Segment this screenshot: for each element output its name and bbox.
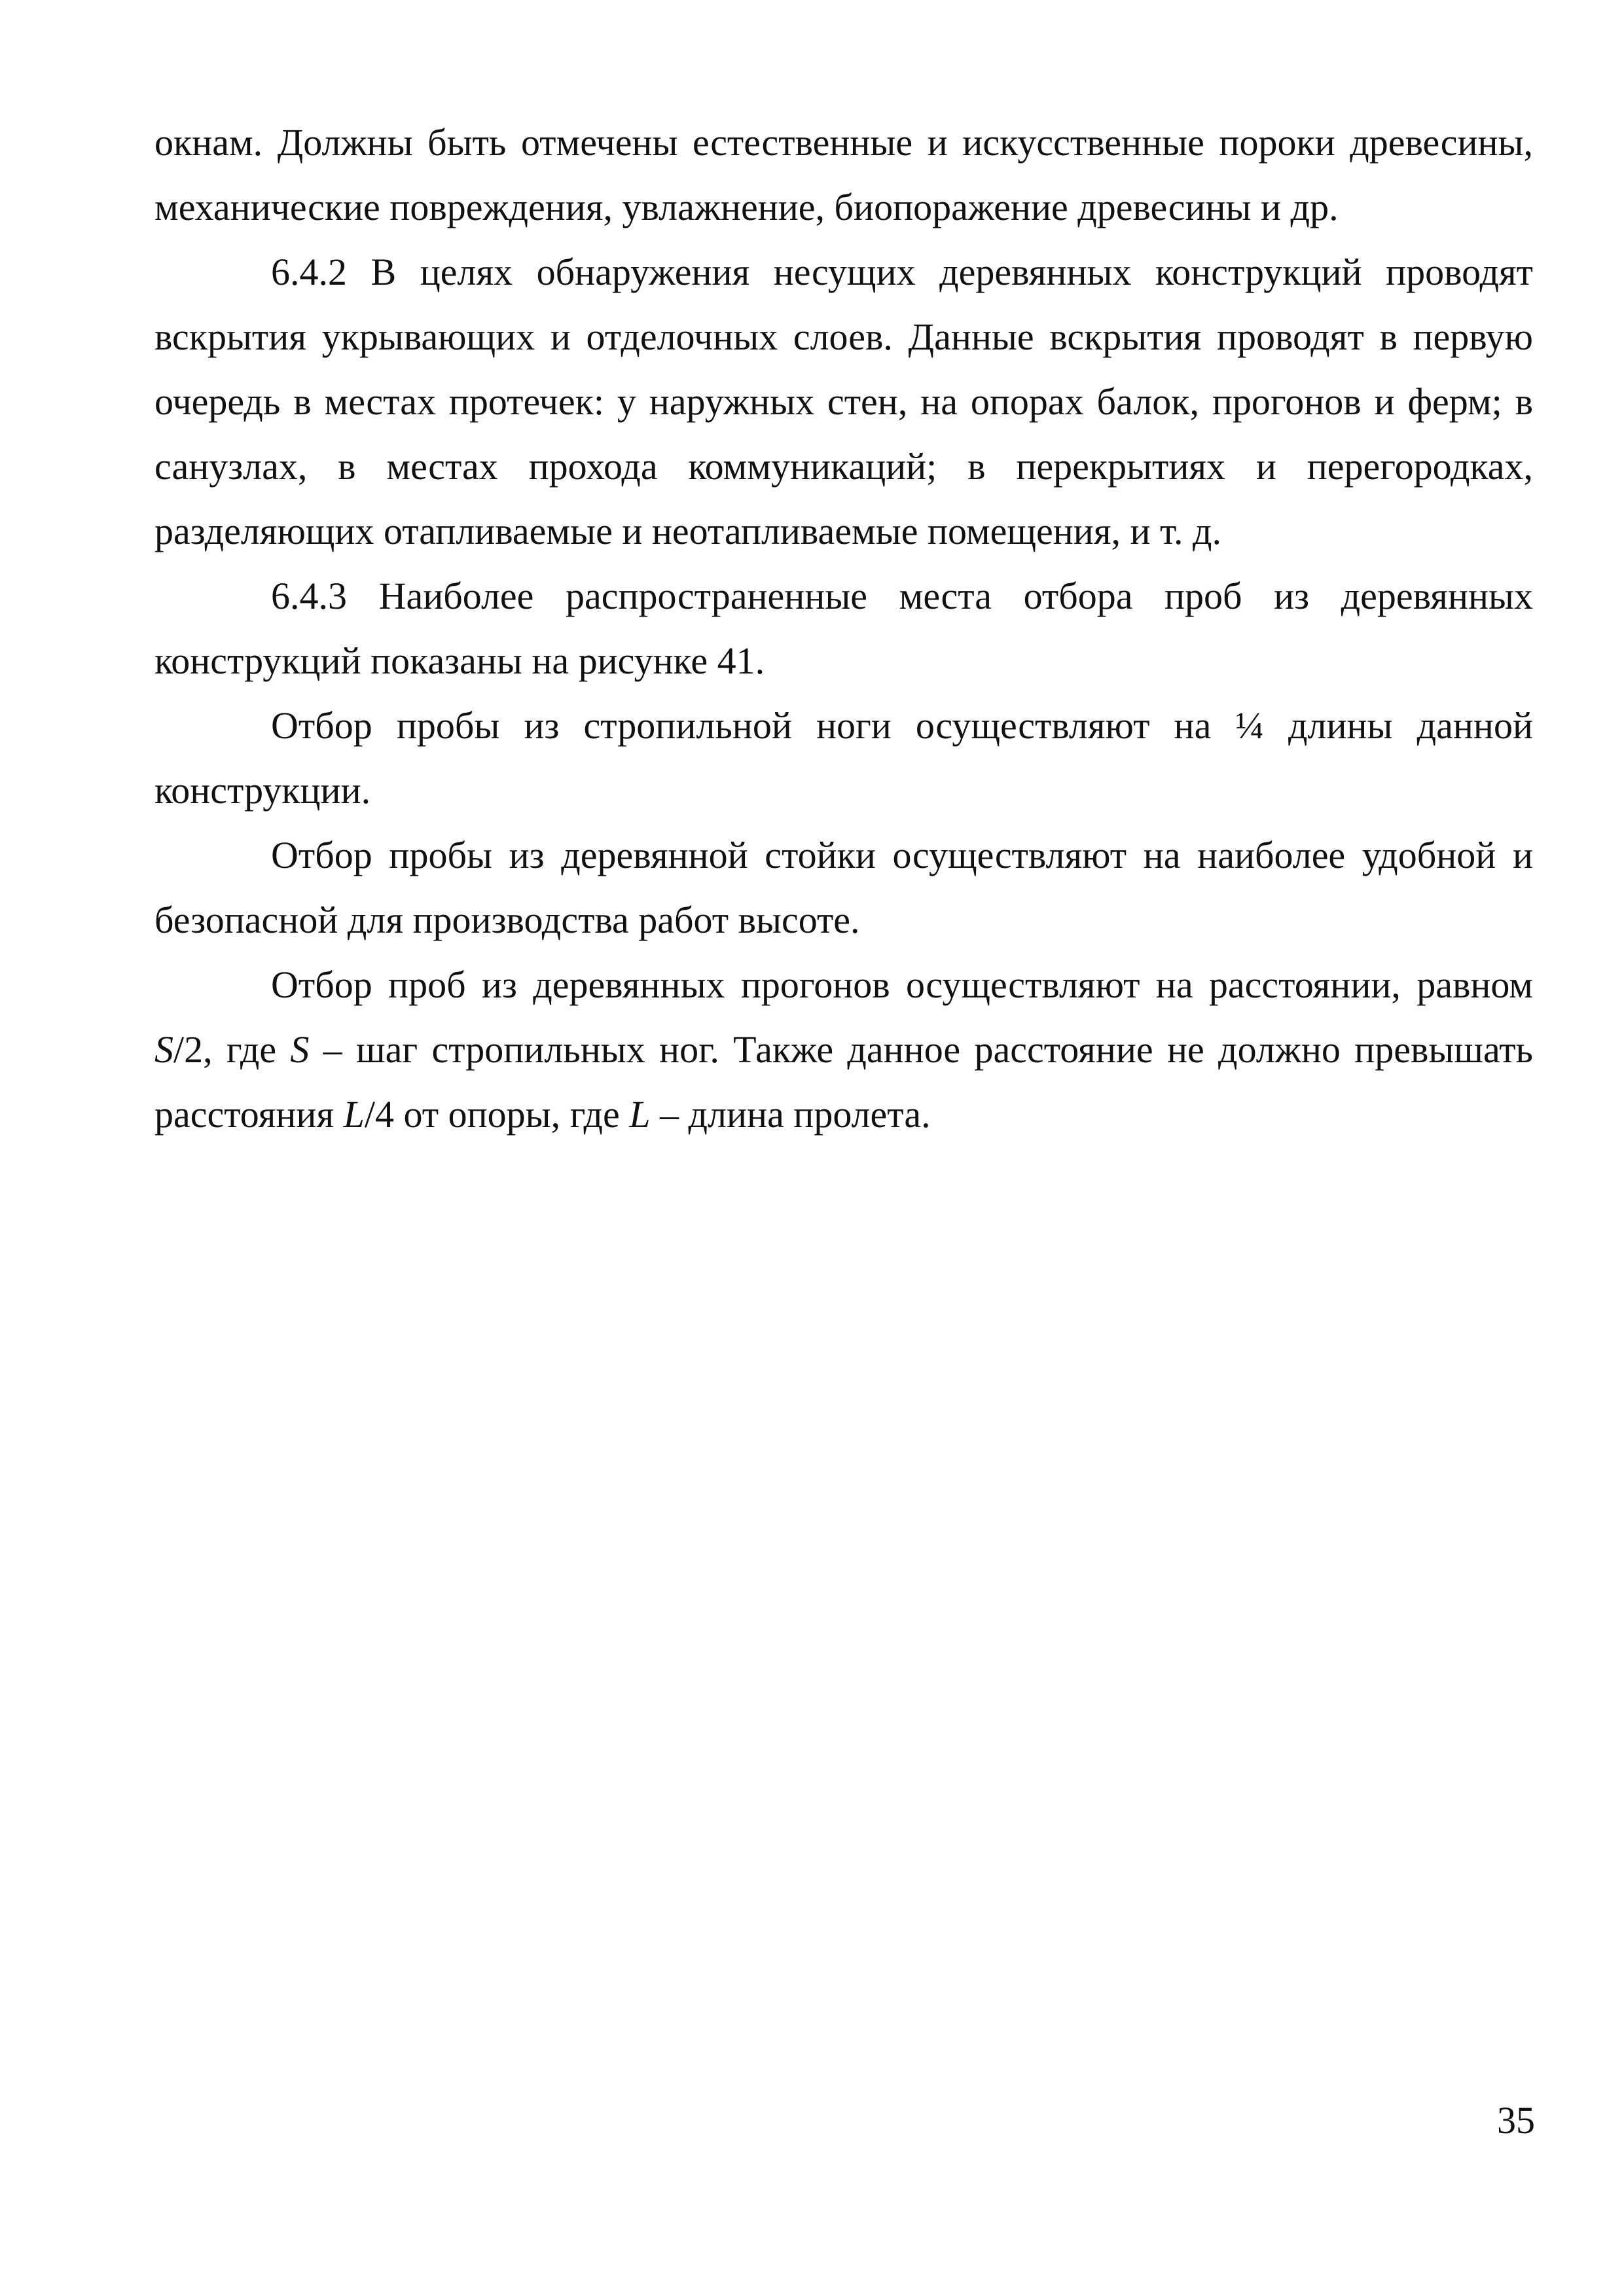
paragraph-6-4-2: 6.4.2 В целях обнаружения несущих деревянных конструкций проводят вскрытия укрывающих и отделочных слоев. Данные вскрытия проводят в первую очередь в местах протечек: у наружных стен, на опорах балок, прогонов и ферм; в санузлах, в местах прохода коммуникаций; в перекрытиях и перегородках, разделяющих отапливаемые и неотапливаемые помещения, и т. д. bbox=[154, 251, 1533, 552]
math-symbol-l: L bbox=[629, 1093, 651, 1136]
paragraph-purlin-sample bbox=[154, 952, 1533, 1147]
body-text bbox=[154, 110, 1533, 1147]
paragraph-6-4-3: 6.4.3 Наиболее распространенные места отбора проб из деревянных конструкций показаны на рисунке 41. bbox=[154, 575, 1533, 682]
page-number: 35 bbox=[1497, 2099, 1535, 2142]
paragraph-rafter-sample: Отбор пробы из стропильной ноги осуществляют на ¼ длины данной конструкции. bbox=[154, 704, 1533, 812]
purlin-text-3: – шаг стропильных ног. Также данное расстояние не должно превышать расстояния bbox=[154, 1028, 1533, 1136]
purlin-text-2: /2, где bbox=[173, 1028, 291, 1071]
purlin-text-5: – длина пролета. bbox=[650, 1093, 931, 1136]
math-symbol-l: L bbox=[343, 1093, 365, 1136]
paragraph-continuation: окнам. Должны быть отмечены естественные и искусственные пороки древесины, механические повреждения, увлажнение, биопоражение древесины и др. bbox=[154, 121, 1533, 228]
paragraph-post-sample: Отбор пробы из деревянной стойки осуществляют на наиболее удобной и безопасной для производства работ высоте. bbox=[154, 834, 1533, 941]
math-symbol-s: S bbox=[290, 1028, 310, 1071]
purlin-text-4: /4 от опоры, где bbox=[364, 1093, 630, 1136]
purlin-text-1: Отбор проб из деревянных прогонов осуществляют на расстоянии, равном bbox=[271, 963, 1533, 1006]
math-symbol-s: S bbox=[154, 1028, 173, 1071]
